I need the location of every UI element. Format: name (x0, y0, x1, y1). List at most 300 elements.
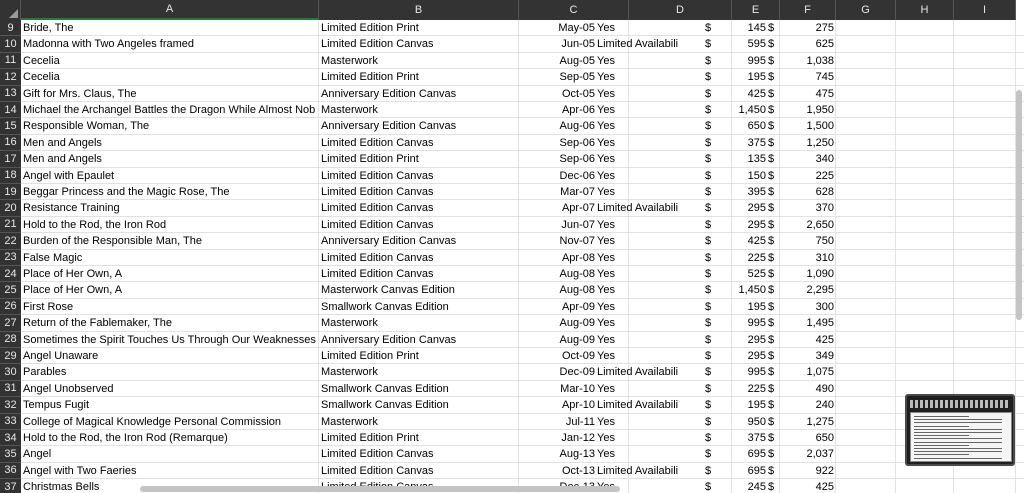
cell-availability[interactable]: Yes (597, 317, 615, 330)
row-header[interactable]: 11 (0, 53, 21, 69)
table-row (21, 332, 1024, 348)
cell-price[interactable]: 295 (747, 350, 766, 362)
table-row (21, 69, 1024, 85)
table-row (21, 266, 1024, 282)
cell-availability[interactable]: Yes (597, 104, 615, 116)
cell-date[interactable]: Aug-09 (559, 317, 595, 330)
cell-title[interactable]: Place of Her Own, A (23, 268, 123, 280)
cell-value[interactable]: 745 (815, 71, 834, 84)
cell-price[interactable]: 150 (747, 169, 766, 182)
cell-value-currency: $ (768, 120, 775, 133)
cell-availability[interactable]: Yes (597, 382, 615, 395)
minimap-header (910, 400, 1010, 408)
row-header[interactable]: 19 (0, 184, 21, 200)
cell-availability[interactable]: Yes (597, 120, 615, 133)
cell-price[interactable]: 145 (747, 22, 766, 34)
cell-title[interactable]: Bride, The (23, 22, 74, 34)
cell-edition[interactable]: Limited Edition Canvas (321, 186, 434, 198)
cell-date[interactable]: Apr-07 (561, 202, 595, 215)
cell-value-currency: $ (768, 284, 775, 297)
cell-date[interactable]: Oct-09 (561, 350, 595, 362)
cell-value[interactable]: 1,500 (806, 120, 834, 133)
cell-edition[interactable]: Anniversary Edition Canvas (321, 235, 457, 248)
row-header[interactable]: 17 (0, 151, 21, 167)
cell-value[interactable]: 475 (815, 87, 834, 100)
cell-value[interactable]: 240 (815, 399, 834, 412)
cell-value-currency: $ (768, 71, 775, 84)
cell-value[interactable]: 1,075 (806, 366, 834, 379)
cell-price-currency: $ (705, 218, 712, 231)
cell-value[interactable]: 300 (815, 300, 834, 313)
cell-value[interactable]: 1,250 (806, 136, 834, 149)
cell-title[interactable]: Sometimes the Spirit Touches Us Through Our Weaknesses (23, 333, 316, 346)
cell-date[interactable]: May-05 (558, 22, 595, 34)
table-row (21, 381, 1024, 397)
column-header-f[interactable]: F (780, 0, 836, 20)
cell-value[interactable]: 349 (815, 350, 834, 362)
cell-edition[interactable]: Limited Edition Print (321, 153, 419, 166)
cell-date[interactable]: Mar-10 (560, 382, 595, 395)
cell-price[interactable]: 1,450 (738, 104, 766, 116)
cell-value-currency: $ (768, 382, 775, 395)
cell-availability[interactable]: Yes (597, 284, 615, 297)
cell-value[interactable]: 1,038 (806, 54, 834, 67)
cell-title[interactable]: Resistance Training (23, 202, 120, 215)
row-header[interactable]: 24 (0, 266, 21, 282)
column-header-d[interactable]: D (629, 0, 732, 20)
cell-availability[interactable]: Limited Availabili (597, 202, 679, 215)
cell-date[interactable]: Nov-07 (559, 235, 595, 248)
cell-price[interactable]: 995 (747, 366, 766, 379)
column-header-c[interactable]: C (519, 0, 629, 20)
select-all-corner[interactable] (0, 0, 21, 20)
cell-edition[interactable]: Masterwork (321, 104, 378, 116)
table-row (21, 102, 1024, 118)
cell-price-currency: $ (705, 71, 712, 84)
cell-availability[interactable]: Yes (597, 136, 615, 149)
cell-title[interactable]: Angel with Two Faeries (23, 464, 137, 477)
cell-date[interactable]: Apr-06 (561, 104, 595, 116)
horizontal-scrollbar[interactable] (140, 486, 620, 492)
cell-title[interactable]: Cecelia (23, 54, 60, 67)
cell-price[interactable]: 225 (747, 251, 766, 264)
row-header[interactable]: 9 (0, 20, 21, 36)
cell-availability[interactable]: Yes (597, 432, 615, 444)
table-row (21, 463, 1024, 479)
cell-price[interactable]: 375 (747, 432, 766, 444)
cell-edition[interactable]: Limited Edition Canvas (321, 464, 434, 477)
row-header[interactable]: 31 (0, 381, 21, 397)
cell-title[interactable]: Place of Her Own, A (23, 284, 123, 297)
cell-date[interactable]: Mar-07 (560, 186, 595, 198)
cell-edition[interactable]: Smallwork Canvas Edition (321, 399, 449, 412)
cell-value-currency: $ (768, 268, 775, 280)
cell-value-currency: $ (768, 218, 775, 231)
cell-date[interactable]: Aug-05 (559, 54, 595, 67)
cell-value-currency: $ (768, 235, 775, 248)
cell-title[interactable]: Angel (23, 448, 52, 461)
cell-edition[interactable]: Limited Edition Print (321, 350, 419, 362)
cell-price-currency: $ (705, 169, 712, 182)
cell-price-currency: $ (705, 432, 712, 444)
sheet-minimap[interactable] (905, 394, 1015, 466)
minimap-viewport (910, 412, 1012, 462)
cell-value[interactable]: 1,090 (806, 268, 834, 280)
cell-availability[interactable]: Yes (597, 333, 615, 346)
cell-value-currency: $ (768, 448, 775, 461)
row-header[interactable]: 37 (0, 479, 21, 493)
cell-price-currency: $ (705, 54, 712, 67)
cell-title[interactable]: Angel with Epaulet (23, 169, 115, 182)
cell-value[interactable]: 750 (815, 235, 834, 248)
row-header[interactable]: 12 (0, 69, 21, 85)
cell-price[interactable]: 295 (747, 202, 766, 215)
cell-availability[interactable]: Yes (597, 186, 615, 198)
cell-price[interactable]: 650 (747, 120, 766, 133)
cell-price[interactable]: 695 (747, 448, 766, 461)
cell-availability[interactable]: Yes (597, 268, 615, 280)
table-row (21, 135, 1024, 151)
cell-value-currency: $ (768, 366, 775, 379)
cell-title[interactable]: Return of the Fablemaker, The (23, 317, 172, 330)
cell-price[interactable]: 695 (747, 464, 766, 477)
cell-price[interactable]: 595 (747, 38, 766, 51)
row-header[interactable]: 26 (0, 299, 21, 315)
table-row (21, 86, 1024, 102)
cell-value[interactable]: 370 (815, 202, 834, 215)
cell-title[interactable]: First Rose (23, 300, 74, 313)
cell-edition[interactable]: Smallwork Canvas Edition (321, 382, 449, 395)
table-row (21, 36, 1024, 52)
cell-price[interactable]: 225 (747, 382, 766, 395)
cell-value-currency: $ (768, 104, 775, 116)
vertical-scrollbar[interactable] (1016, 90, 1022, 320)
cell-availability[interactable]: Yes (597, 350, 615, 362)
cell-price-currency: $ (705, 350, 712, 362)
row-header[interactable]: 34 (0, 430, 21, 446)
cell-value-currency: $ (768, 153, 775, 166)
cell-price-currency: $ (705, 104, 712, 116)
cell-title[interactable]: Michael the Archangel Battles the Dragon While Almost Nob (23, 104, 316, 116)
cell-price[interactable]: 295 (747, 333, 766, 346)
cell-value[interactable]: 340 (815, 153, 834, 166)
cell-availability[interactable]: Yes (597, 22, 615, 34)
cell-edition[interactable]: Limited Edition Canvas (321, 268, 434, 280)
cell-edition[interactable]: Masterwork (321, 54, 378, 67)
table-row (21, 151, 1024, 167)
cell-title[interactable]: Beggar Princess and the Magic Rose, The (23, 186, 230, 198)
row-header[interactable]: 15 (0, 118, 21, 134)
cell-value-currency: $ (768, 415, 775, 428)
cell-value[interactable]: 275 (815, 22, 834, 34)
cell-title[interactable]: Cecelia (23, 71, 60, 84)
cell-edition[interactable]: Limited Edition Canvas (321, 448, 434, 461)
cell-availability[interactable]: Yes (597, 71, 615, 84)
row-header[interactable]: 10 (0, 36, 21, 52)
cell-value-currency: $ (768, 54, 775, 67)
cell-value-currency: $ (768, 87, 775, 100)
cell-price-currency: $ (705, 399, 712, 412)
row-header[interactable]: 21 (0, 217, 21, 233)
cell-price-currency: $ (705, 268, 712, 280)
cell-title[interactable]: Angel Unaware (23, 350, 99, 362)
row-header[interactable]: 35 (0, 446, 21, 462)
cell-availability[interactable]: Yes (597, 153, 615, 166)
cell-price[interactable]: 195 (747, 300, 766, 313)
table-row (21, 299, 1024, 315)
cell-title[interactable]: False Magic (23, 251, 83, 264)
cell-value-currency: $ (768, 481, 775, 493)
table-row (21, 315, 1024, 331)
cell-availability[interactable]: Yes (597, 54, 615, 67)
row-header[interactable]: 30 (0, 364, 21, 380)
table-row (21, 446, 1024, 462)
cell-value[interactable]: 310 (815, 251, 834, 264)
cell-price[interactable]: 1,450 (738, 284, 766, 297)
cell-title[interactable]: Responsible Woman, The (23, 120, 150, 133)
cell-value[interactable]: 922 (815, 464, 834, 477)
cell-availability[interactable]: Limited Availabili (597, 38, 679, 51)
cell-value[interactable]: 225 (815, 169, 834, 182)
row-header[interactable]: 13 (0, 86, 21, 102)
cell-title[interactable]: Christmas Bells (23, 481, 100, 493)
cell-price-currency: $ (705, 251, 712, 264)
cell-date[interactable]: Jun-05 (561, 38, 595, 51)
cell-value-currency: $ (768, 38, 775, 51)
row-header[interactable]: 29 (0, 348, 21, 364)
cell-price[interactable]: 425 (747, 87, 766, 100)
cell-title[interactable]: Tempus Fugit (23, 399, 90, 412)
table-row (21, 250, 1024, 266)
cell-price-currency: $ (705, 153, 712, 166)
cell-price-currency: $ (705, 382, 712, 395)
cell-title[interactable]: Parables (23, 366, 67, 379)
table-row (21, 53, 1024, 69)
cell-price-currency: $ (705, 415, 712, 428)
cell-value-currency: $ (768, 317, 775, 330)
cell-date[interactable]: Jan-12 (561, 432, 595, 444)
row-header[interactable]: 14 (0, 102, 21, 118)
cell-price-currency: $ (705, 202, 712, 215)
cell-value[interactable]: 425 (815, 481, 834, 493)
cell-price[interactable]: 195 (747, 71, 766, 84)
cell-price[interactable]: 395 (747, 186, 766, 198)
cell-value-currency: $ (768, 22, 775, 34)
cell-date[interactable]: Jun-07 (561, 218, 595, 231)
cell-title[interactable]: Hold to the Rod, the Iron Rod (Remarque) (23, 432, 228, 444)
row-header[interactable]: 36 (0, 463, 21, 479)
cell-value[interactable]: 650 (815, 432, 834, 444)
cell-price-currency: $ (705, 87, 712, 100)
cell-price-currency: $ (705, 481, 712, 493)
cell-date[interactable]: Aug-06 (559, 120, 595, 133)
table-row (21, 200, 1024, 216)
cell-edition[interactable]: Masterwork Canvas Edition (321, 284, 455, 297)
row-header[interactable]: 27 (0, 315, 21, 331)
cell-date[interactable]: Dec-09 (559, 366, 595, 379)
cell-availability[interactable]: Yes (597, 87, 615, 100)
cell-price-currency: $ (705, 464, 712, 477)
cell-value-currency: $ (768, 251, 775, 264)
cell-price-currency: $ (705, 317, 712, 330)
cell-date[interactable]: Dec-06 (559, 169, 595, 182)
cell-edition[interactable]: Limited Edition Print (321, 432, 419, 444)
cell-value-currency: $ (768, 350, 775, 362)
column-header-i[interactable]: I (954, 0, 1016, 20)
cell-edition[interactable]: Limited Edition Canvas (321, 169, 434, 182)
row-header[interactable]: 16 (0, 135, 21, 151)
cell-price[interactable]: 375 (747, 136, 766, 149)
cell-edition[interactable]: Limited Edition Print (321, 71, 419, 84)
cell-value[interactable]: 1,950 (806, 104, 834, 116)
row-header[interactable]: 22 (0, 233, 21, 249)
cell-availability[interactable]: Yes (597, 300, 615, 313)
cell-value-currency: $ (768, 202, 775, 215)
cell-value-currency: $ (768, 186, 775, 198)
table-row (21, 168, 1024, 184)
cell-date[interactable]: Aug-08 (559, 268, 595, 280)
column-header-a[interactable]: A (21, 0, 319, 20)
cell-price-currency: $ (705, 448, 712, 461)
cell-value[interactable]: 1,275 (806, 415, 834, 428)
column-header-h[interactable]: H (896, 0, 954, 20)
cell-price-currency: $ (705, 136, 712, 149)
cell-title[interactable]: Burden of the Responsible Man, The (23, 235, 202, 248)
table-row (21, 282, 1024, 298)
table-row (21, 184, 1024, 200)
cell-price-currency: $ (705, 120, 712, 133)
cell-date[interactable]: Aug-09 (559, 333, 595, 346)
cell-price[interactable]: 135 (747, 153, 766, 166)
row-header[interactable]: 32 (0, 397, 21, 413)
cell-title[interactable]: College of Magical Knowledge Personal Commission (23, 415, 282, 428)
cell-edition[interactable]: Limited Edition Print (321, 22, 419, 34)
cell-title[interactable]: Men and Angels (23, 136, 102, 149)
row-header[interactable]: 33 (0, 414, 21, 430)
cell-date[interactable]: Sep-05 (559, 71, 595, 84)
cell-date[interactable]: Apr-10 (561, 399, 595, 412)
cell-date[interactable]: Aug-13 (559, 448, 595, 461)
cell-value[interactable]: 1,495 (806, 317, 834, 330)
row-header[interactable]: 20 (0, 200, 21, 216)
row-header[interactable]: 28 (0, 332, 21, 348)
cell-price[interactable]: 425 (747, 235, 766, 248)
cell-value[interactable]: 625 (815, 38, 834, 51)
cell-price-currency: $ (705, 235, 712, 248)
cell-price-currency: $ (705, 366, 712, 379)
cell-price[interactable]: 295 (747, 218, 766, 231)
cell-availability[interactable]: Yes (597, 235, 615, 248)
cell-date[interactable]: Jul-11 (565, 415, 595, 428)
cell-price[interactable]: 245 (747, 481, 766, 493)
cell-value[interactable]: 2,650 (806, 218, 834, 231)
cell-availability[interactable]: Yes (597, 169, 615, 182)
row-header[interactable]: 18 (0, 168, 21, 184)
cell-price-currency: $ (705, 284, 712, 297)
cell-value-currency: $ (768, 464, 775, 477)
cell-availability[interactable]: Limited Availabili (597, 399, 679, 412)
column-header-b[interactable]: B (319, 0, 519, 20)
cell-price-currency: $ (705, 300, 712, 313)
cell-value[interactable]: 628 (815, 186, 834, 198)
cell-edition[interactable]: Anniversary Edition Canvas (321, 87, 457, 100)
cell-edition[interactable]: Masterwork (321, 415, 378, 428)
cell-availability[interactable]: Limited Availabili (597, 366, 679, 379)
cell-value-currency: $ (768, 399, 775, 412)
table-row (21, 217, 1024, 233)
table-row (21, 118, 1024, 134)
cell-date[interactable]: Apr-09 (561, 300, 595, 313)
cell-availability[interactable]: Yes (597, 415, 615, 428)
row-header[interactable]: 25 (0, 282, 21, 298)
table-row (21, 414, 1024, 430)
cell-price[interactable]: 950 (747, 415, 766, 428)
cell-title[interactable]: Angel Unobserved (23, 382, 114, 395)
cell-edition[interactable]: Limited Edition Canvas (321, 136, 434, 149)
cell-availability[interactable]: Yes (597, 251, 615, 264)
cell-date[interactable]: Oct-05 (561, 87, 595, 100)
cell-value[interactable]: 490 (815, 382, 834, 395)
table-row (21, 397, 1024, 413)
cell-date[interactable]: Sep-06 (559, 153, 595, 166)
table-row (21, 348, 1024, 364)
column-header-g[interactable]: G (836, 0, 896, 20)
cell-title[interactable]: Hold to the Rod, the Iron Rod (23, 218, 167, 231)
table-row (21, 430, 1024, 446)
cell-edition[interactable]: Smallwork Canvas Edition (321, 300, 449, 313)
table-row (21, 233, 1024, 249)
cell-price[interactable]: 995 (747, 54, 766, 67)
cell-value-currency: $ (768, 333, 775, 346)
cell-edition[interactable]: Limited Edition Canvas (321, 251, 434, 264)
cell-value[interactable]: 425 (815, 333, 834, 346)
cell-edition[interactable]: Limited Edition Canvas (321, 218, 434, 231)
cell-value-currency: $ (768, 432, 775, 444)
cell-value[interactable]: 2,295 (806, 284, 834, 297)
column-header-e[interactable]: E (732, 0, 780, 20)
cell-title[interactable]: Gift for Mrs. Claus, The (23, 87, 137, 100)
cell-price-currency: $ (705, 22, 712, 34)
cell-date[interactable]: Apr-08 (561, 251, 595, 264)
cell-price[interactable]: 525 (747, 268, 766, 280)
cell-price[interactable]: 995 (747, 317, 766, 330)
cell-edition[interactable]: Limited Edition Canvas (321, 38, 434, 51)
cell-availability[interactable]: Limited Availabili (597, 464, 679, 477)
row-header[interactable]: 23 (0, 250, 21, 266)
cell-edition[interactable]: Limited Edition Canvas (321, 202, 434, 215)
cell-price-currency: $ (705, 38, 712, 51)
cell-availability[interactable]: Yes (597, 218, 615, 231)
cell-value-currency: $ (768, 300, 775, 313)
cell-value-currency: $ (768, 169, 775, 182)
cell-title[interactable]: Madonna with Two Angeles framed (23, 38, 195, 51)
cell-price-currency: $ (705, 333, 712, 346)
cell-edition[interactable]: Anniversary Edition Canvas (321, 120, 457, 133)
cell-date[interactable]: Sep-06 (559, 136, 595, 149)
cell-date[interactable]: Aug-08 (559, 284, 595, 297)
cell-price[interactable]: 195 (747, 399, 766, 412)
cell-availability[interactable]: Yes (597, 448, 615, 461)
cell-date[interactable]: Oct-13 (561, 464, 595, 477)
cell-value-currency: $ (768, 136, 775, 149)
table-row (21, 364, 1024, 380)
cell-edition[interactable]: Masterwork (321, 317, 378, 330)
cell-edition[interactable]: Masterwork (321, 366, 378, 379)
cell-title[interactable]: Men and Angels (23, 153, 102, 166)
cell-value[interactable]: 2,037 (806, 448, 834, 461)
cell-edition[interactable]: Anniversary Edition Canvas (321, 333, 457, 346)
cell-price-currency: $ (705, 186, 712, 198)
